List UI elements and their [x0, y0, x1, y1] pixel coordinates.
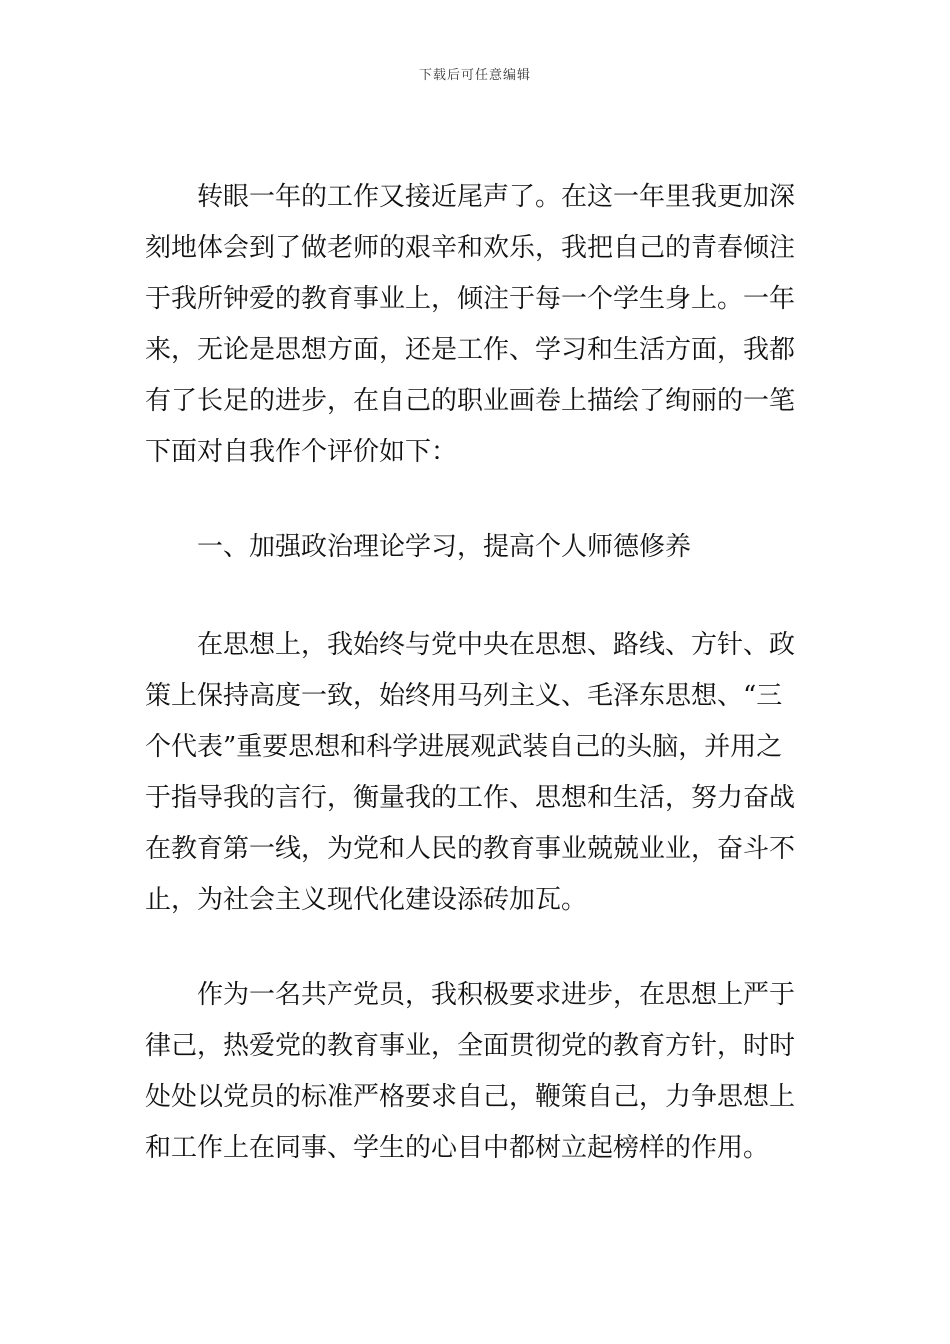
text-line: 有了长足的进步，在自己的职业画卷上描绘了绚丽的一笔: [145, 386, 796, 416]
paragraph-party-member: [145, 970, 807, 1174]
text-line: 下面对自我作个评价如下：: [145, 437, 458, 467]
text-line: 刻地体会到了做老师的艰辛和欢乐，我把自己的青春倾注: [145, 233, 796, 263]
text-line: 处处以党员的标准严格要求自己，鞭策自己，力争思想上: [145, 1082, 796, 1112]
text-line: 于我所钟爱的教育事业上，倾注于每一个学生身上。一年: [145, 284, 796, 314]
text-line: 于指导我的言行，衡量我的工作、思想和生活，努力奋战: [145, 783, 796, 813]
section-heading: [145, 522, 807, 573]
text-line: 在教育第一线，为党和人民的教育事业兢兢业业，奋斗不: [145, 834, 796, 864]
text-line: 在思想上，我始终与党中央在思想、路线、方针、政: [197, 630, 796, 660]
page-header-note: 下载后可任意编辑: [418, 68, 531, 83]
text-line: 作为一名共产党员，我积极要求进步，在思想上严于: [197, 980, 796, 1010]
paragraph-intro: [145, 172, 807, 478]
text-line: 个代表”重要思想和科学进展观武装自己的头脑，并用之: [145, 732, 783, 762]
text-line: 策上保持高度一致，始终用马列主义、毛泽东思想、“三: [145, 681, 783, 711]
text-line: 律己，热爱党的教育事业，全面贯彻党的教育方针，时时: [145, 1031, 796, 1061]
text-line: 和工作上在同事、学生的心目中都树立起榜样的作用。: [145, 1133, 770, 1163]
paragraph-ideology: [145, 620, 807, 926]
section-heading-text: 一、加强政治理论学习，提高个人师德修养: [197, 532, 692, 562]
text-line: 转眼一年的工作又接近尾声了。在这一年里我更加深: [197, 182, 796, 212]
text-line: 止，为社会主义现代化建设添砖加瓦。: [145, 885, 588, 915]
text-line: 来，无论是思想方面，还是工作、学习和生活方面，我都: [145, 335, 796, 365]
